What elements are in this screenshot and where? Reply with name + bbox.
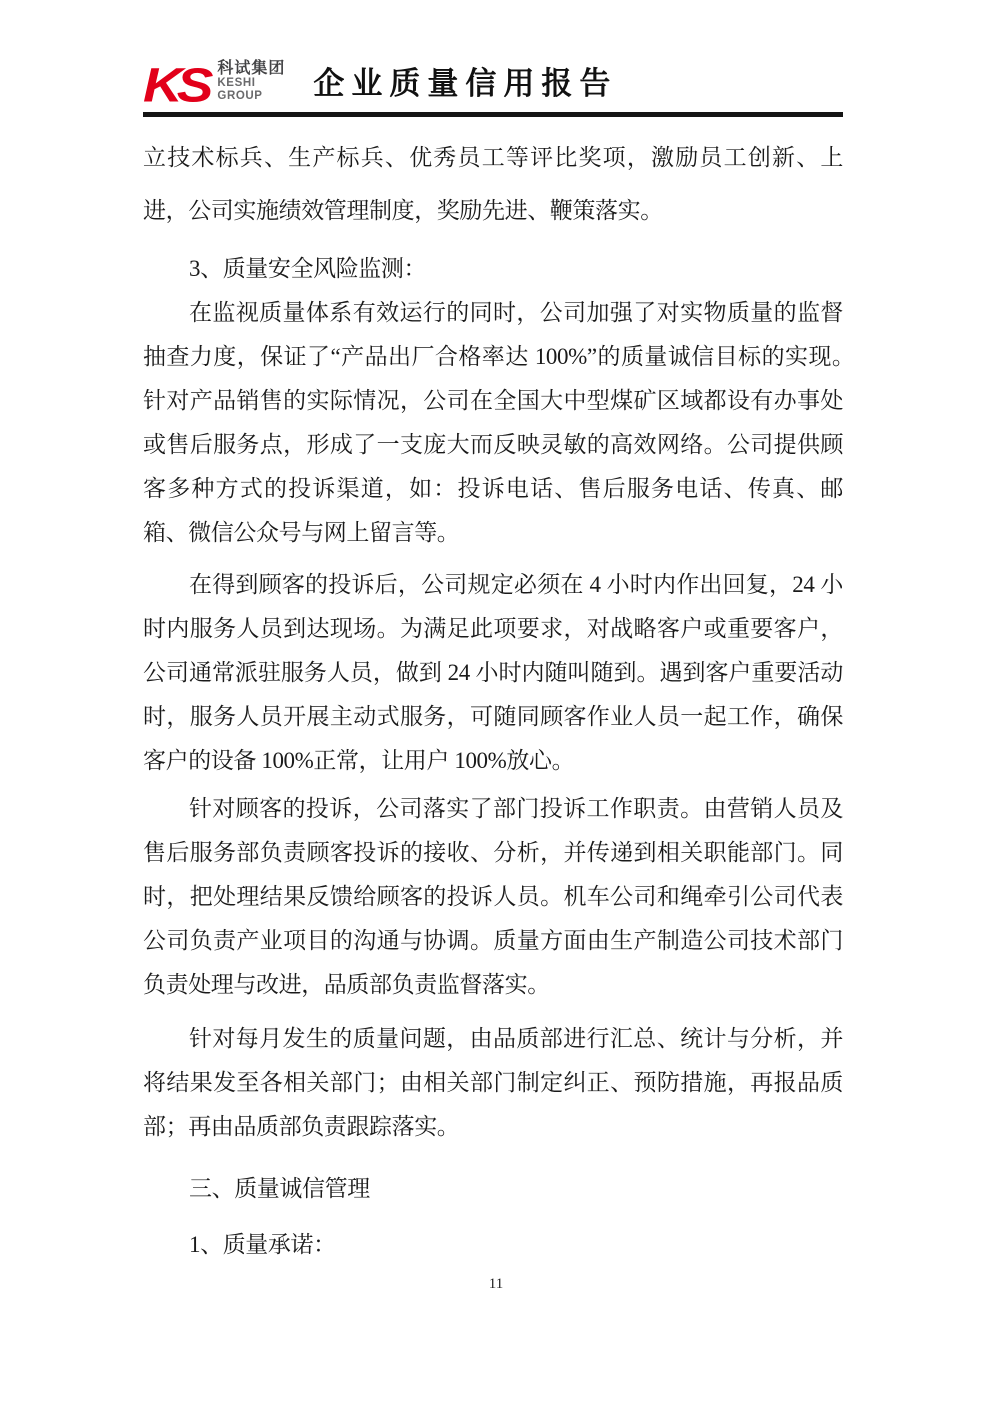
company-logo — [143, 57, 286, 113]
body-paragraph: 针对每月发生的质量问题，由品质部进行汇总、统计与分析，并将结果发至各相关部门；由相关部门制定纠正、预防措施，再报品质部；再由品质部负责跟踪落实。 — [143, 1026, 843, 1139]
section-heading-quality-commitment: 1、质量承诺： — [189, 1232, 336, 1257]
page-header — [143, 58, 843, 117]
logo-company-name-en-line1: KESHI — [217, 77, 256, 89]
body-paragraph: 针对顾客的投诉，公司落实了部门投诉工作职责。由营销人员及售后服务部负责顾客投诉的接收、分析，并传递到相关职能部门。同时，把处理结果反馈给顾客的投诉人员。机车公司和绳牵引公司代表公司负责产业项目的沟通与协调。质量方面由生产制造公司技术部门负责处理与改进，品质部负责监督落实。 — [143, 796, 843, 997]
document-title: 企业质量信用报告 — [313, 66, 618, 101]
header-row — [143, 57, 843, 113]
logo-names — [217, 60, 285, 104]
page-footer — [0, 1276, 992, 1293]
body-paragraph: 在监视质量体系有效运行的同时，公司加强了对实物质量的监督抽查力度，保证了“产品出厂合格率达 100%”的质量诚信目标的实现。 针对产品销售的实际情况，公司在全国大中型煤矿区域都设有办事处或售后服务点，形成了一支庞大而反映灵敏的高效网络。公司提供顾客多种方式的投诉渠道，如：投诉电话、售后服务电话、传真、邮箱、微信公众号与网上留言等。 — [143, 300, 866, 545]
logo-company-name-en-line2: GROUP — [217, 89, 263, 102]
logo-company-name-cn: 科试集团 — [217, 60, 286, 77]
section-heading-risk-monitoring: 3、质量安全风险监测： — [189, 256, 427, 281]
document-body — [143, 131, 866, 1267]
section-heading-quality-integrity-management: 三、质量诚信管理 — [189, 1176, 370, 1201]
body-paragraph-continuation: 立技术标兵、生产标兵、优秀员工等评比奖项，激励员工创新、上进，公司实施绩效管理制度，奖励先进、鞭策落实。 — [143, 145, 843, 223]
ks-logo-icon: KS — [143, 57, 208, 113]
body-paragraph: 在得到顾客的投诉后，公司规定必须在 4 小时内作出回复，24 小时内服务人员到达现场。为满足此项要求，对战略客户或重要客户，公司通常派驻服务人员，做到 24 小时内随叫随到。遇到客户重要活动时，服务人员开展主动式服务，可随同顾客作业人员一起工作，确保客户的设备 100%正常，让用户 100%放心。 — [143, 572, 843, 773]
page-number: 11 — [488, 1276, 504, 1292]
